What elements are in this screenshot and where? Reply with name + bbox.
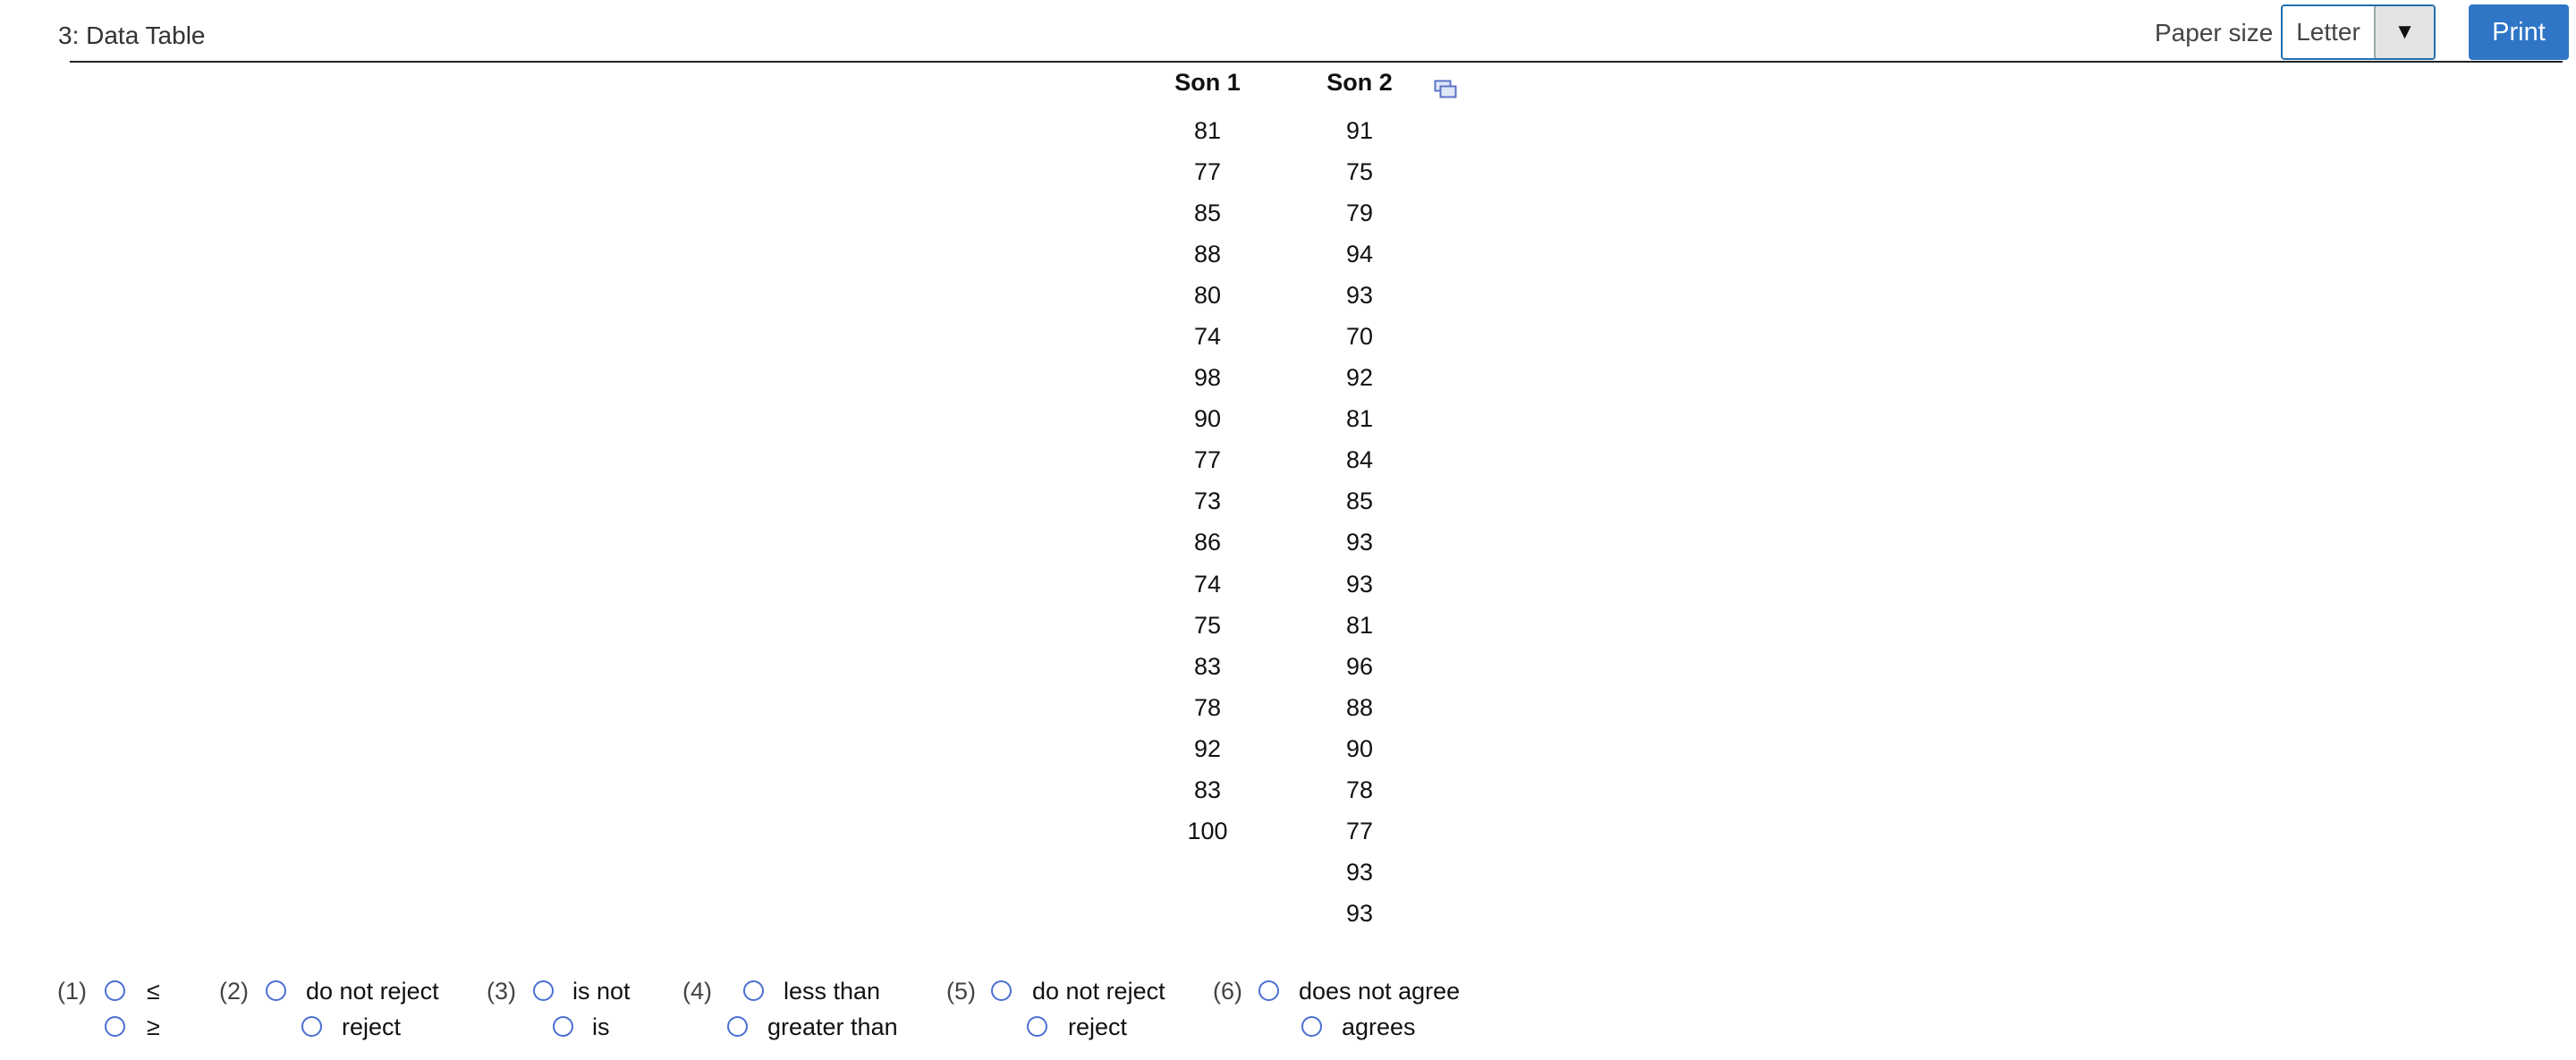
son-1-cell: 83 [1193,776,1222,803]
option-label-q3-opt2: is [592,1013,610,1040]
radio-q5-opt1[interactable] [991,980,1012,1001]
son-2-cell: 90 [1345,734,1374,762]
son-1-cell: 85 [1193,199,1222,227]
son-2-cell: 78 [1345,776,1374,803]
option-label-q6-opt1: does not agree [1299,978,1461,1005]
son-2-cell: 81 [1345,611,1374,639]
option-label-q1-opt2: ≥ [147,1013,160,1040]
radio-q4-opt2[interactable] [727,1016,748,1037]
son-1-cell: 75 [1193,611,1222,639]
question-number-6: (6) [1213,978,1242,1005]
son-1-cell: 73 [1193,488,1222,515]
copy-to-clipboard-icon[interactable] [1434,80,1457,99]
column-header-son-1: Son 1 [1174,69,1241,96]
son-1-cell: 74 [1193,323,1222,351]
print-button[interactable]: Print [2469,4,2569,60]
option-label-q5-opt2: reject [1068,1013,1128,1040]
son-1-cell: 74 [1193,570,1222,598]
radio-q1-opt2[interactable] [105,1016,125,1037]
son-1-cell: 78 [1193,693,1222,721]
page-title: 3: Data Table [58,21,206,49]
son-2-cell: 93 [1345,529,1374,556]
son-1-cell: 77 [1193,446,1222,474]
son-2-cell: 88 [1345,693,1374,721]
son-1-cell: 77 [1193,158,1222,186]
option-label-q1-opt1: ≤ [147,978,160,1005]
option-label-q3-opt1: is not [572,978,631,1005]
son-2-cell: 94 [1345,241,1374,268]
son-2-cell: 84 [1345,446,1374,474]
radio-q6-opt1[interactable] [1258,980,1279,1001]
son-2-cell: 92 [1345,364,1374,392]
radio-q6-opt2[interactable] [1301,1016,1322,1037]
son-1-cell: 81 [1193,117,1222,144]
son-2-cell: 85 [1345,488,1374,515]
column-header-son-2: Son 2 [1326,69,1393,96]
son-1-cell: 80 [1193,282,1222,310]
son-2-cell: 93 [1345,858,1374,886]
son-1-cell: 92 [1193,734,1222,762]
question-number-5: (5) [946,978,976,1005]
radio-q1-opt1[interactable] [105,980,125,1001]
son-1-cell: 100 [1187,817,1228,844]
paper-size-value: Letter [2283,6,2376,58]
radio-q3-opt2[interactable] [553,1016,573,1037]
option-label-q4-opt2: greater than [767,1013,898,1040]
son-2-cell: 93 [1345,282,1374,310]
son-1-cell: 98 [1193,364,1222,392]
son-1-cell: 90 [1193,405,1222,433]
son-2-cell: 70 [1345,323,1374,351]
question-number-3: (3) [487,978,516,1005]
option-label-q5-opt1: do not reject [1032,978,1165,1005]
son-2-cell: 93 [1345,570,1374,598]
radio-q4-opt1[interactable] [743,980,764,1001]
question-number-1: (1) [57,978,87,1005]
son-2-cell: 96 [1345,652,1374,680]
option-label-q2-opt1: do not reject [306,978,439,1005]
question-number-4: (4) [682,978,712,1005]
son-2-cell: 81 [1345,405,1374,433]
radio-q2-opt2[interactable] [301,1016,322,1037]
question-number-2: (2) [219,978,249,1005]
option-label-q2-opt2: reject [342,1013,402,1040]
option-label-q4-opt1: less than [784,978,881,1005]
chevron-down-icon[interactable]: ▼ [2376,6,2434,58]
column-son-2 [1315,110,1404,934]
son-2-cell: 77 [1345,817,1374,844]
option-label-q6-opt2: agrees [1342,1013,1416,1040]
answer-choices [0,973,2576,1054]
son-1-cell: 86 [1193,529,1222,556]
son-2-cell: 93 [1345,899,1374,927]
radio-q2-opt1[interactable] [266,980,286,1001]
son-2-cell: 79 [1345,199,1374,227]
son-1-cell: 83 [1193,652,1222,680]
column-son-1 [1163,110,1252,852]
radio-q3-opt1[interactable] [533,980,554,1001]
son-2-cell: 91 [1345,117,1374,144]
paper-size-label: Paper size [2155,19,2274,47]
radio-q5-opt2[interactable] [1027,1016,1047,1037]
paper-size-select[interactable] [2281,4,2436,60]
son-1-cell: 88 [1193,241,1222,268]
header-divider [70,61,2563,63]
son-2-cell: 75 [1345,158,1374,186]
